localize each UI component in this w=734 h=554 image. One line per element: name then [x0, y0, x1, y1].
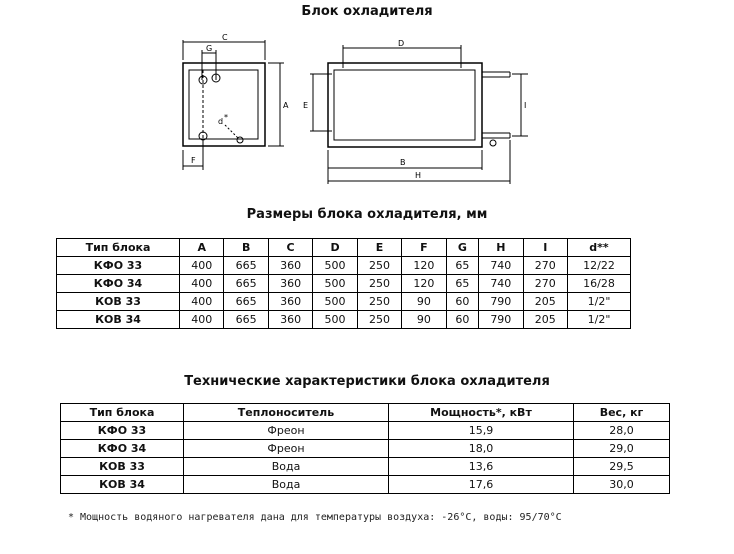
label-g: G — [206, 44, 213, 53]
header-cell: d** — [568, 239, 631, 257]
cell: 16/28 — [568, 275, 631, 293]
page-title: Блок охладителя — [301, 4, 433, 19]
cell: 790 — [479, 311, 523, 329]
header-cell: D — [313, 239, 357, 257]
footnote: * Мощность водяного нагревателя дана для температуры воздуха: -26°С, воды: 95/70°С — [68, 512, 562, 523]
cell: 60 — [446, 311, 478, 329]
tech-specs-title: Технические характеристики блока охладителя — [184, 374, 550, 389]
cell: 17,6 — [389, 476, 574, 494]
cell: 270 — [523, 275, 567, 293]
cell: 740 — [479, 275, 523, 293]
cell: 400 — [180, 275, 224, 293]
cooler-block-drawing — [0, 0, 734, 200]
cell: 205 — [523, 293, 567, 311]
cell: Вода — [184, 476, 389, 494]
table-row — [57, 311, 631, 329]
cell: 90 — [402, 293, 446, 311]
cell: КФО 33 — [57, 257, 180, 275]
cell: 500 — [313, 275, 357, 293]
label-i: I — [524, 101, 527, 110]
cell: 500 — [313, 257, 357, 275]
table-header-row — [57, 239, 631, 257]
cell: 360 — [268, 257, 312, 275]
header-cell: A — [180, 239, 224, 257]
label-d-symbol: d — [218, 117, 224, 126]
header-cell: I — [523, 239, 567, 257]
cell: 270 — [523, 257, 567, 275]
cell: 400 — [180, 257, 224, 275]
cell: Фреон — [184, 440, 389, 458]
cell: КОВ 33 — [57, 293, 180, 311]
header-cell: E — [357, 239, 401, 257]
header-cell: H — [479, 239, 523, 257]
cell: 250 — [357, 293, 401, 311]
cell: 65 — [446, 275, 478, 293]
cell: 665 — [224, 311, 268, 329]
table-row — [57, 275, 631, 293]
cell: 30,0 — [574, 476, 670, 494]
side-view — [310, 45, 528, 184]
cell: 790 — [479, 293, 523, 311]
cell: 60 — [446, 293, 478, 311]
cell: 13,6 — [389, 458, 574, 476]
cell: 360 — [268, 311, 312, 329]
cell: КОВ 33 — [61, 458, 184, 476]
header-cell: C — [268, 239, 312, 257]
header-cell: Мощность*, кВт — [389, 404, 574, 422]
cell: 665 — [224, 293, 268, 311]
header-cell: G — [446, 239, 478, 257]
dimensions-table — [56, 238, 631, 329]
cell: 500 — [313, 293, 357, 311]
cell: 12/22 — [568, 257, 631, 275]
label-h: H — [415, 171, 422, 180]
label-d: D — [398, 39, 405, 48]
cell: КФО 34 — [61, 440, 184, 458]
cell: 500 — [313, 311, 357, 329]
header-cell: Тип блока — [57, 239, 180, 257]
table-row — [61, 440, 670, 458]
table-row — [61, 422, 670, 440]
cell: 29,5 — [574, 458, 670, 476]
cell: 360 — [268, 293, 312, 311]
cell: 360 — [268, 275, 312, 293]
cell: 65 — [446, 257, 478, 275]
header-cell: B — [224, 239, 268, 257]
header-cell: Вес, кг — [574, 404, 670, 422]
cell: 90 — [402, 311, 446, 329]
cell: 18,0 — [389, 440, 574, 458]
table-header-row — [61, 404, 670, 422]
header-cell: F — [402, 239, 446, 257]
cell: 665 — [224, 275, 268, 293]
cell: Фреон — [184, 422, 389, 440]
cell: 400 — [180, 293, 224, 311]
table-row — [57, 293, 631, 311]
header-cell: Теплоноситель — [184, 404, 389, 422]
dimensions-title: Размеры блока охладителя, мм — [246, 207, 488, 222]
label-c: C — [222, 33, 228, 42]
cell: 1/2" — [568, 311, 631, 329]
cell: 29,0 — [574, 440, 670, 458]
cell: КФО 34 — [57, 275, 180, 293]
label-e: E — [303, 101, 309, 110]
cell: КФО 33 — [61, 422, 184, 440]
table-row — [57, 257, 631, 275]
cell: КОВ 34 — [57, 311, 180, 329]
label-b: B — [400, 158, 406, 167]
front-view — [183, 40, 284, 170]
label-a: A — [283, 101, 289, 110]
cell: КОВ 34 — [61, 476, 184, 494]
cell: 250 — [357, 311, 401, 329]
cell: 250 — [357, 275, 401, 293]
cell: 400 — [180, 311, 224, 329]
cell: 665 — [224, 257, 268, 275]
cell: 120 — [402, 257, 446, 275]
cell: 250 — [357, 257, 401, 275]
cell: 205 — [523, 311, 567, 329]
table-row — [61, 458, 670, 476]
label-f: F — [191, 156, 196, 165]
cell: 28,0 — [574, 422, 670, 440]
table-row — [61, 476, 670, 494]
cell: Вода — [184, 458, 389, 476]
header-cell: Тип блока — [61, 404, 184, 422]
cell: 120 — [402, 275, 446, 293]
label-d-sup: * — [224, 113, 228, 122]
cell: 1/2" — [568, 293, 631, 311]
cell: 740 — [479, 257, 523, 275]
tech-specs-table — [60, 403, 670, 494]
cell: 15,9 — [389, 422, 574, 440]
